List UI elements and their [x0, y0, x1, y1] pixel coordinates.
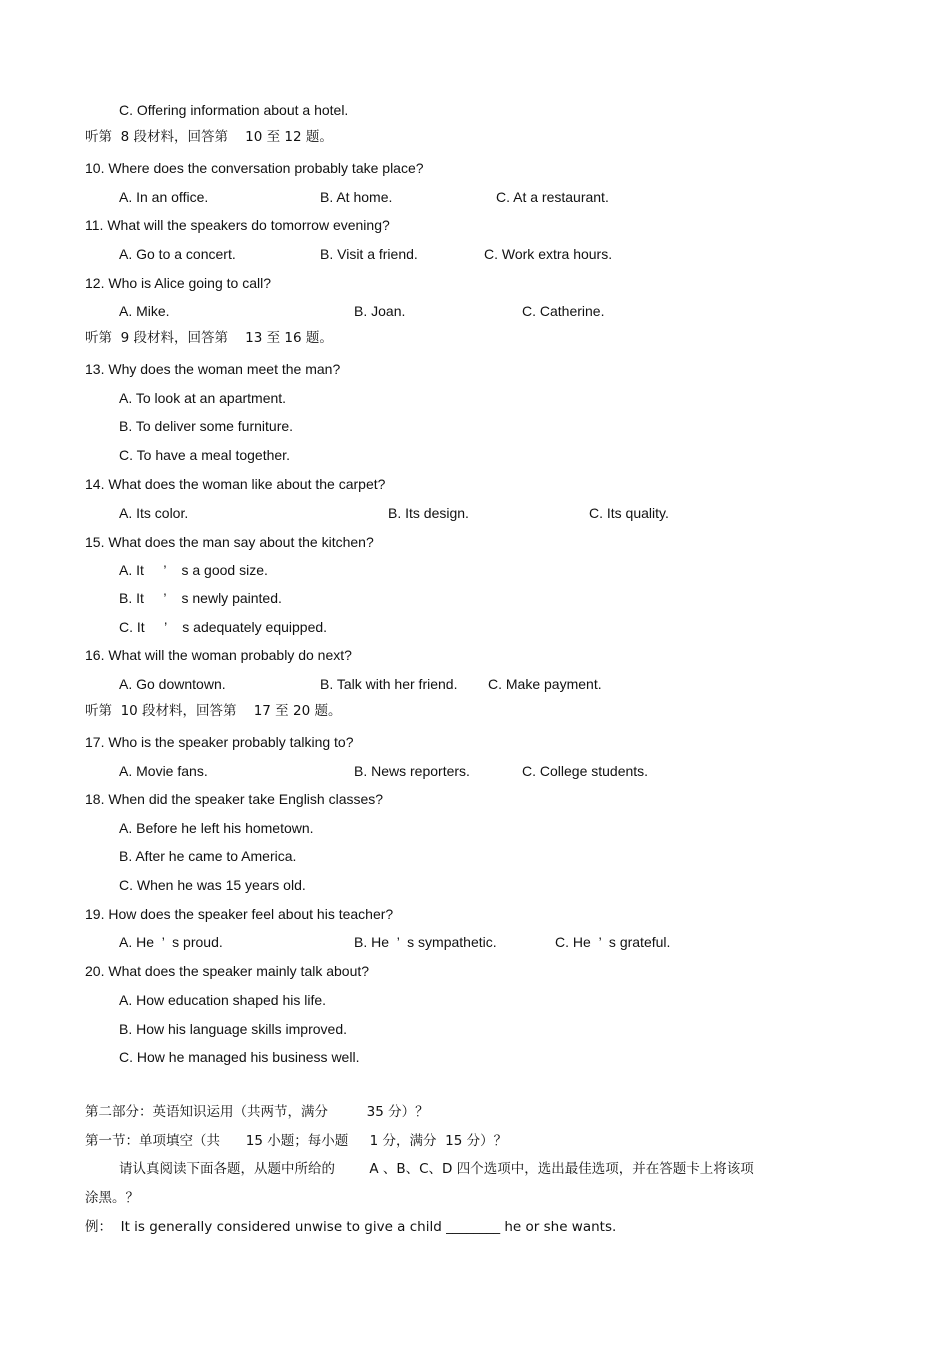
question-13: 13. Why does the woman meet the man? [85, 361, 341, 377]
instructions-line-2: 涂黑。？ [85, 1190, 139, 1206]
q14-option-a: A. Its color. [119, 505, 189, 521]
q16-option-c: C. Make payment. [488, 676, 602, 692]
q18-option-a: A. Before he left his hometown. [119, 820, 314, 836]
option-line: C. Offering information about a hotel. [119, 102, 349, 118]
question-15: 15. What does the man say about the kitchen? [85, 534, 374, 550]
part-title: 第二部分：英语知识运用（共两节，满分 35 分）？ [85, 1104, 429, 1120]
q20-option-c: C. How he managed his business well. [119, 1049, 360, 1065]
q12-option-b: B. Joan. [354, 303, 406, 319]
question-20: 20. What does the speaker mainly talk about? [85, 963, 370, 979]
q12-option-a: A. Mike. [119, 303, 170, 319]
q19-option-b: B. He ’ s sympathetic. [354, 934, 497, 950]
q15-option-c: C. It ’ s adequately equipped. [119, 619, 328, 635]
section-title: 第一节：单项填空（共 15 小题；每小题 1 分，满分 15 分）？ [85, 1133, 508, 1149]
question-17: 17. Who is the speaker probably talking to? [85, 734, 354, 750]
q15-option-b: B. It ’ s newly painted. [119, 590, 282, 606]
question-18: 18. When did the speaker take English classes? [85, 791, 384, 807]
question-11: 11. What will the speakers do tomorrow evening? [85, 217, 390, 233]
q17-option-b: B. News reporters. [354, 763, 470, 779]
q17-option-a: A. Movie fans. [119, 763, 208, 779]
section-header: 听第 8 段材料，回答第 10 至 12 题。 [85, 129, 333, 145]
question-10: 10. Where does the conversation probably take place? [85, 160, 424, 176]
q10-option-b: B. At home. [320, 189, 393, 205]
q16-option-b: B. Talk with her friend. [320, 676, 458, 692]
q14-option-c: C. Its quality. [589, 505, 669, 521]
question-12: 12. Who is Alice going to call? [85, 275, 271, 291]
q11-option-c: C. Work extra hours. [484, 246, 613, 262]
q14-option-b: B. Its design. [388, 505, 469, 521]
q20-option-b: B. How his language skills improved. [119, 1021, 347, 1037]
section-header: 听第 10 段材料，回答第 17 至 20 题。 [85, 703, 342, 719]
instructions-line-1: 请认真阅读下面各题，从题中所给的 A 、B、C、D 四个选项中，选出最佳选项，并在答题卡上将该项 [119, 1161, 754, 1177]
q10-option-c: C. At a restaurant. [496, 189, 609, 205]
q19-option-c: C. He ’ s grateful. [555, 934, 671, 950]
q13-option-b: B. To deliver some furniture. [119, 418, 294, 434]
example-sentence: 例： It is generally considered unwise to give a child ________ he or she wants. [85, 1219, 617, 1235]
question-16: 16. What will the woman probably do next? [85, 647, 352, 663]
q19-option-a: A. He ’ s proud. [119, 934, 223, 950]
question-19: 19. How does the speaker feel about his teacher? [85, 906, 394, 922]
question-14: 14. What does the woman like about the carpet? [85, 476, 386, 492]
q20-option-a: A. How education shaped his life. [119, 992, 327, 1008]
q10-option-a: A. In an office. [119, 189, 209, 205]
q15-option-a: A. It ’ s a good size. [119, 562, 268, 578]
q13-option-a: A. To look at an apartment. [119, 390, 287, 406]
section-header: 听第 9 段材料，回答第 13 至 16 题。 [85, 330, 333, 346]
q17-option-c: C. College students. [522, 763, 649, 779]
q11-option-a: A. Go to a concert. [119, 246, 236, 262]
q11-option-b: B. Visit a friend. [320, 246, 418, 262]
q18-option-b: B. After he came to America. [119, 848, 297, 864]
q16-option-a: A. Go downtown. [119, 676, 226, 692]
q18-option-c: C. When he was 15 years old. [119, 877, 306, 893]
q12-option-c: C. Catherine. [522, 303, 605, 319]
q13-option-c: C. To have a meal together. [119, 447, 290, 463]
